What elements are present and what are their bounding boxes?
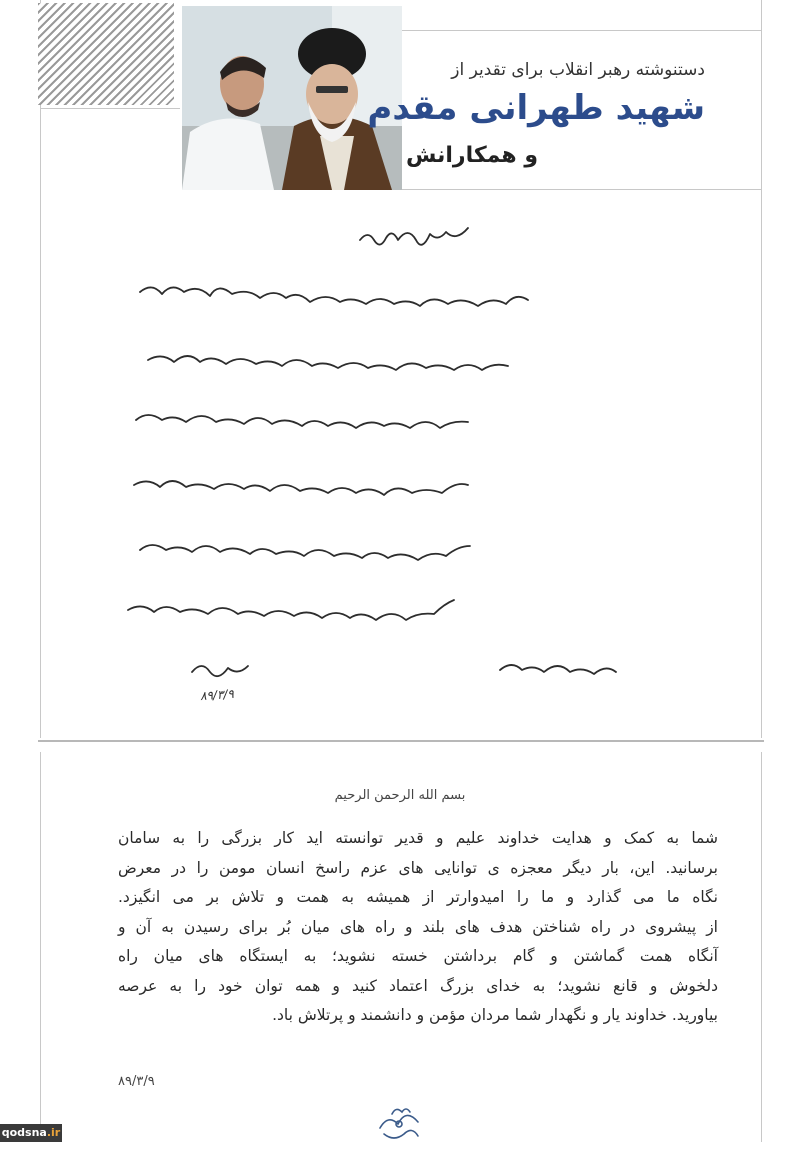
transcript-line: بیاورید. خداوند یار و نگهدار شما مردان مؤمن و دانشمند و پرتلاش باد. xyxy=(272,1006,718,1024)
transcript-date: ۸۹/۳/۹ xyxy=(118,1074,155,1089)
header-line-3: و همکارانش xyxy=(406,143,538,168)
transcript-text xyxy=(118,824,718,1031)
handwritten-date: ۸۹/۳/۹ xyxy=(199,686,235,704)
transcript-line: شما به کمک و هدایت خداوند علیم و قدیر توانسته اید کار بزرگی را به سامان xyxy=(118,829,718,847)
watermark-name: qodsna xyxy=(1,1126,47,1139)
transcript-line: برسانید. این، بار دیگر معجزه ی توانایی های عزم راسخ انسان مومن را در معرض xyxy=(118,858,718,877)
basmala: بسم الله الرحمن الرحیم xyxy=(334,788,466,803)
header-title: شهید طهرانی مقدم xyxy=(367,88,705,128)
qodsna-watermark xyxy=(0,1124,62,1142)
watermark-tld: .ir xyxy=(46,1126,61,1139)
handwritten-letter-image xyxy=(100,210,720,730)
signature-seal xyxy=(372,1098,426,1146)
transcript-line: نگاه ما می گذارد و ما را امیدوارتر از همیشه به همت و تلاش بر می انگیزد. xyxy=(118,888,718,906)
section-divider xyxy=(38,740,764,742)
transcript-line: از پیشروی در راه شناختن هدف های بلند و راه های میان بُر برای رسیدن به آن و xyxy=(118,917,718,936)
transcript-line: دلخوش و قانع نشوید؛ به خدای بزرگ اعتماد کنید و همه توان خود را به عرصه xyxy=(118,976,718,995)
header-line-1: دستنوشته رهبر انقلاب برای تقدیر از xyxy=(451,60,705,80)
frame-line xyxy=(40,108,180,109)
hatch-pattern xyxy=(38,3,174,105)
transcript-line: آنگاه همت گماشتن و گام برداشتن خسته نشوید؛ به ایستگاه های میان راه xyxy=(118,947,718,965)
